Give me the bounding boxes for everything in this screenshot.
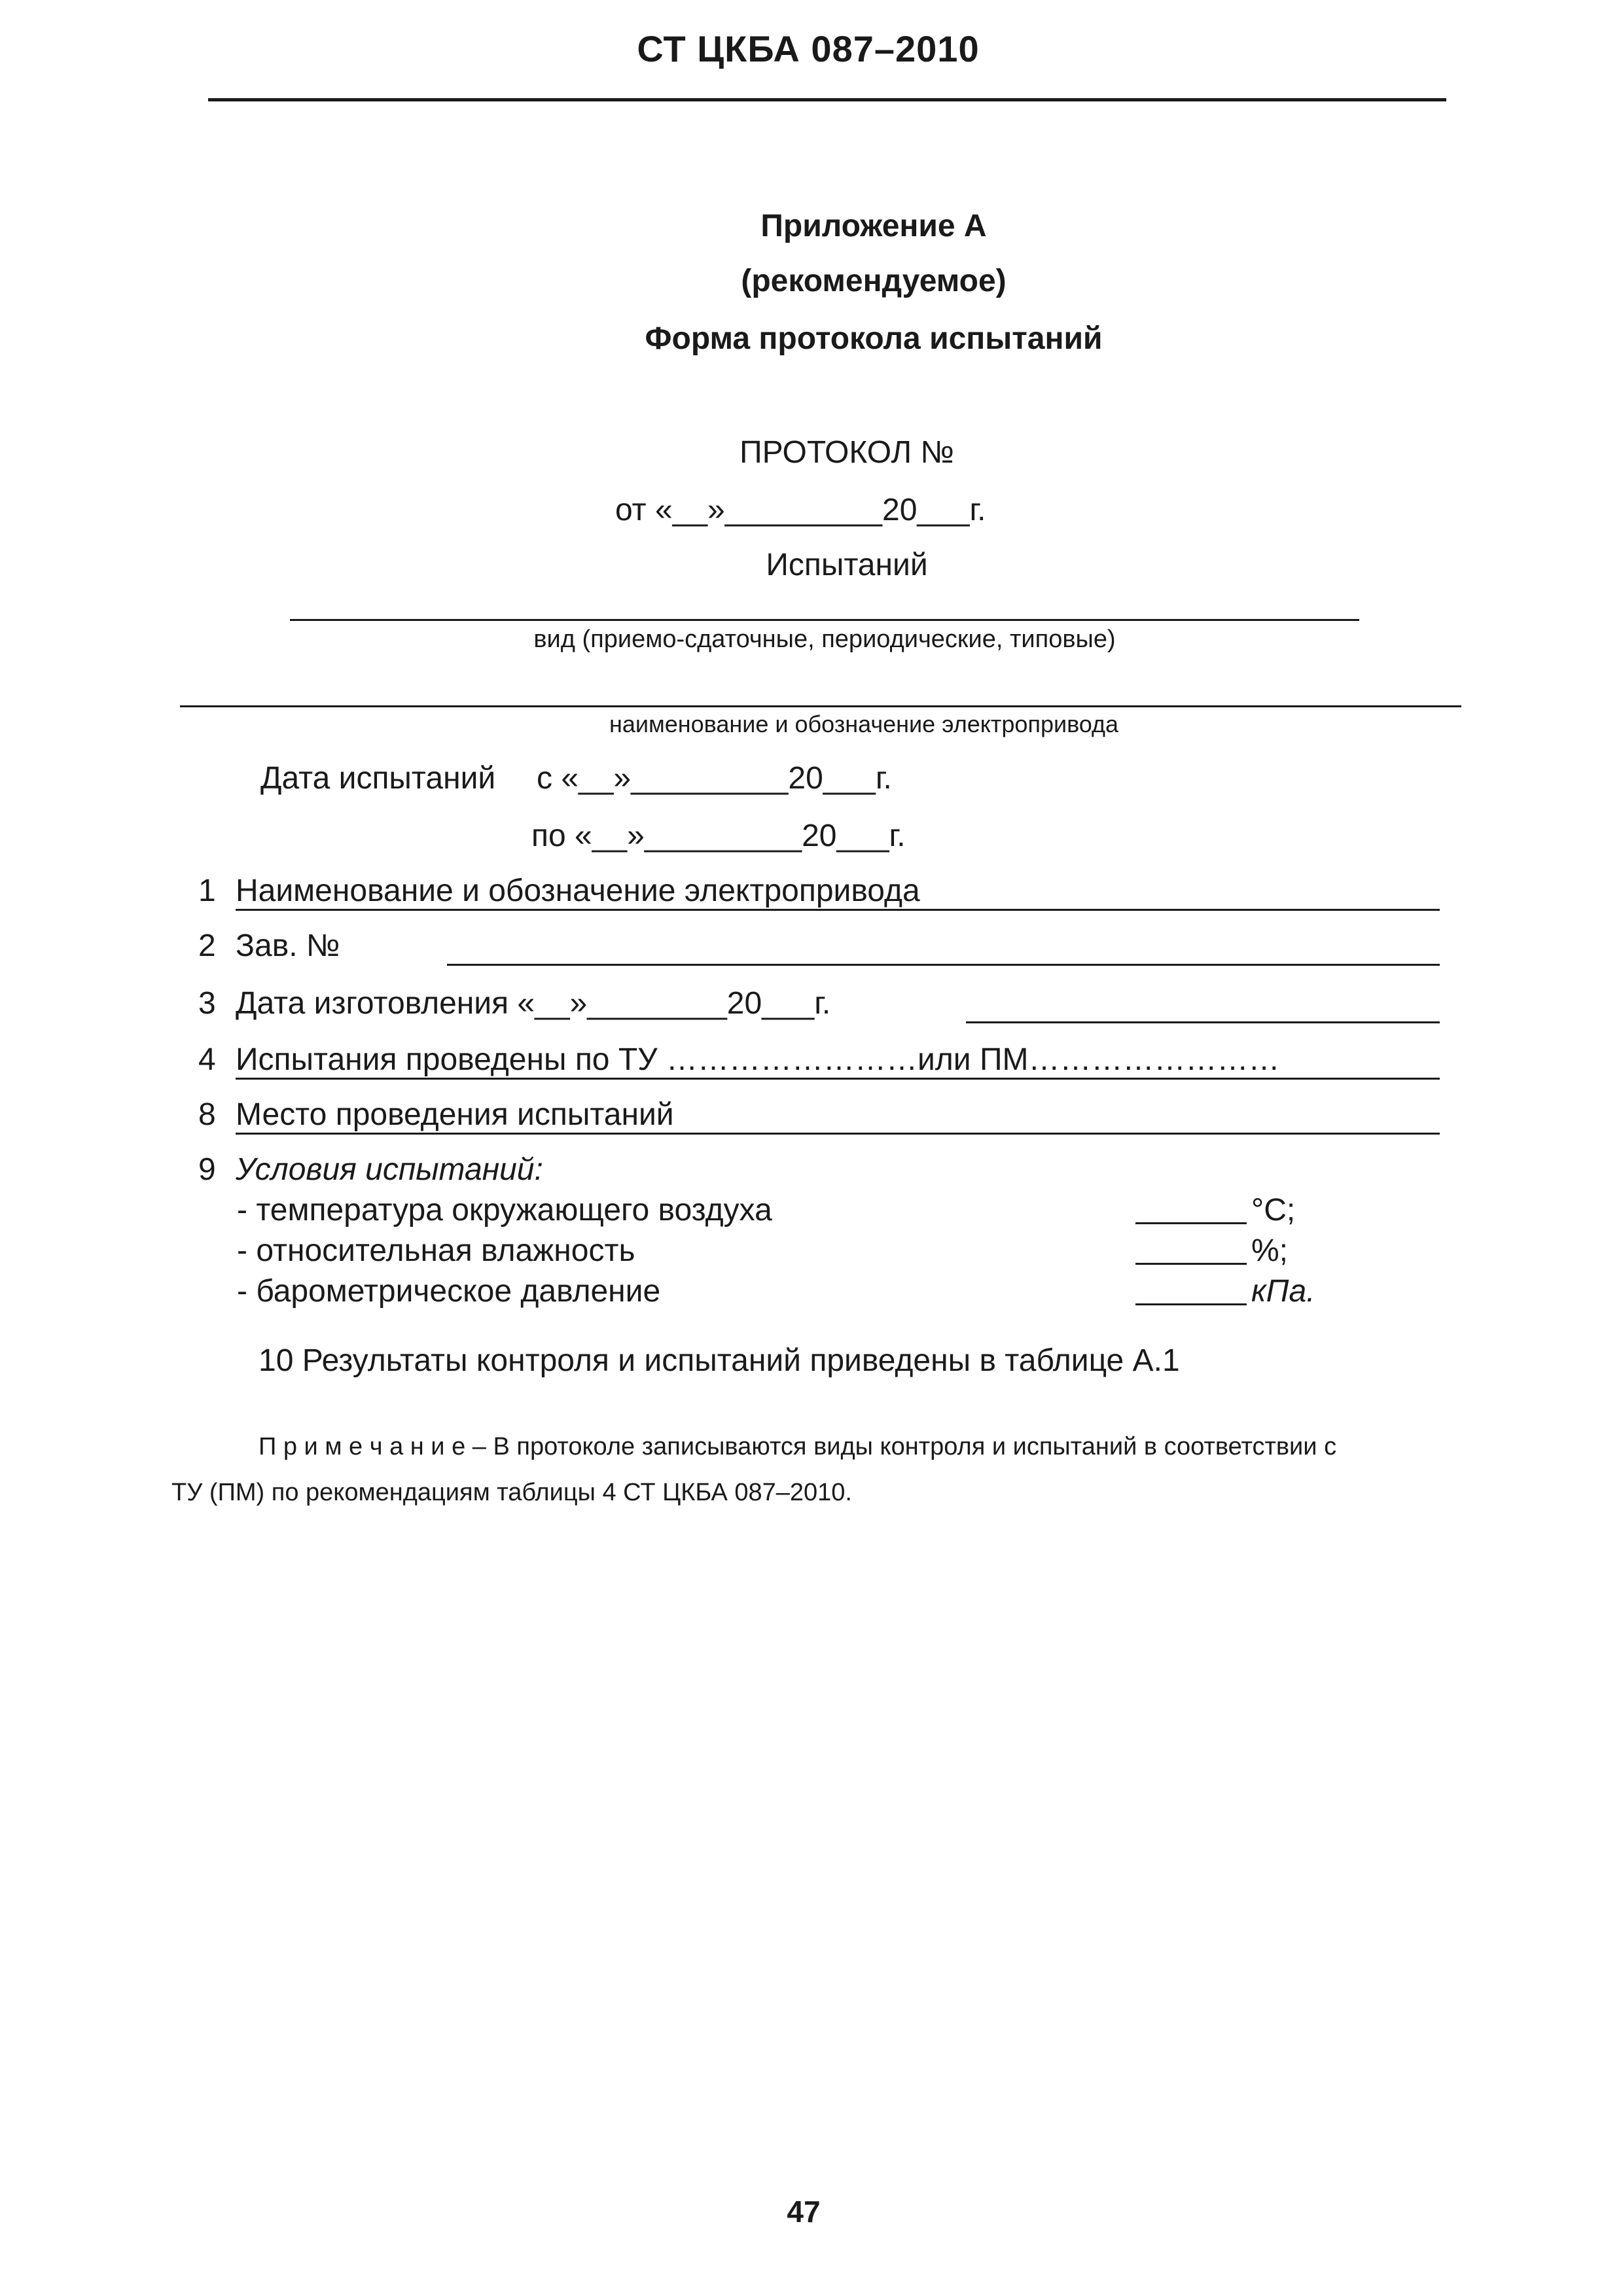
item-fill-line xyxy=(447,964,1440,966)
item-text: Испытания проведены по ТУ ……………………или ПМ…………………… xyxy=(236,1042,1280,1077)
condition-label: - температура окружающего воздуха xyxy=(237,1193,772,1227)
header-rule xyxy=(208,98,1446,101)
note-line-2: ТУ (ПМ) по рекомендациям таблицы 4 СТ ЦКБА 087–2010. xyxy=(171,1479,852,1506)
tests-label: Испытаний xyxy=(766,548,928,582)
condition-fill-line xyxy=(1135,1263,1247,1265)
item-number: 2 xyxy=(198,928,216,963)
condition-label: - относительная влажность xyxy=(237,1233,635,1268)
protocol-title: ПРОТОКОЛ № xyxy=(740,435,954,470)
item-number: 4 xyxy=(198,1042,216,1077)
protocol-date-line: от «__»_________20___г. xyxy=(615,493,986,527)
appendix-title: Приложение А xyxy=(760,209,987,243)
test-date-from: с «__»_________20___г. xyxy=(537,761,892,796)
condition-unit: °C; xyxy=(1251,1193,1296,1227)
item-text: Дата изготовления «__»________20___г. xyxy=(236,986,831,1021)
item-fill-line xyxy=(966,1021,1440,1023)
condition-label: - барометрическое давление xyxy=(237,1274,661,1309)
drive-name-line xyxy=(180,705,1461,707)
results-line: 10 Результаты контроля и испытаний приведены в таблице А.1 xyxy=(259,1343,1180,1378)
item-text: Условия испытаний: xyxy=(236,1152,543,1187)
condition-fill-line xyxy=(1135,1222,1247,1224)
note-label: П р и м е ч а н и е xyxy=(259,1433,466,1460)
condition-unit: кПа. xyxy=(1251,1274,1315,1309)
note-text: – В протоколе записываются виды контроля и испытаний в соответствии с xyxy=(465,1433,1337,1460)
appendix-status: (рекомендуемое) xyxy=(741,264,1007,298)
item-number: 3 xyxy=(198,986,216,1021)
condition-fill-line xyxy=(1135,1303,1247,1305)
test-kind-caption: вид (приемо-сдаточные, периодические, типовые) xyxy=(533,626,1116,653)
document-code: СТ ЦКБА 087–2010 xyxy=(637,28,980,69)
condition-unit: %; xyxy=(1251,1233,1289,1268)
item-text: Наименование и обозначение электропривода xyxy=(236,874,920,908)
page-number: 47 xyxy=(787,2195,821,2229)
item-number: 1 xyxy=(198,874,216,908)
appendix-name: Форма протокола испытаний xyxy=(645,321,1103,356)
item-fill-line xyxy=(236,909,1440,911)
item-number: 8 xyxy=(198,1097,216,1132)
note-line-1 xyxy=(259,1433,1336,1461)
item-number: 9 xyxy=(198,1152,216,1187)
test-date-to: по «__»_________20___г. xyxy=(531,819,906,853)
test-date-label: Дата испытаний xyxy=(260,761,496,796)
item-fill-line xyxy=(236,1078,1440,1080)
item-fill-line xyxy=(236,1133,1440,1135)
item-text: Зав. № xyxy=(236,928,340,963)
drive-name-caption: наименование и обозначение электропривода xyxy=(609,711,1119,737)
test-kind-line xyxy=(290,619,1359,621)
item-text: Место проведения испытаний xyxy=(236,1097,674,1132)
